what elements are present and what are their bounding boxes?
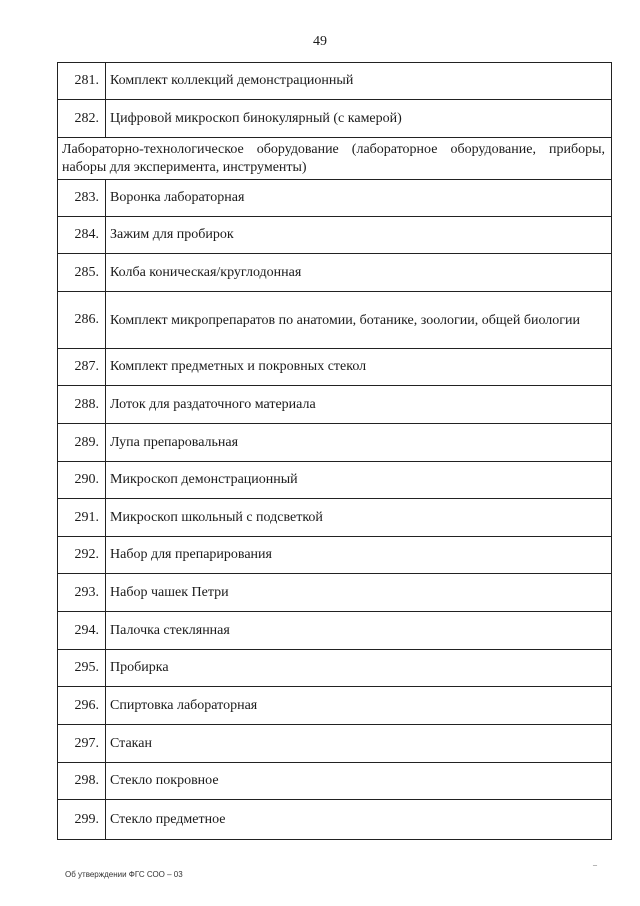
table-row [58, 537, 612, 574]
row-number: 295. [58, 650, 106, 687]
row-number: 287. [58, 349, 106, 386]
table-row [58, 292, 612, 349]
item-name: Микроскоп демонстрационный [106, 462, 612, 499]
item-name: Пробирка [106, 650, 612, 687]
equipment-table [57, 62, 612, 840]
row-number: 286. [58, 292, 106, 349]
item-name: Набор для препарирования [106, 537, 612, 574]
table-row [58, 574, 612, 612]
item-name: Комплект предметных и покровных стекол [106, 349, 612, 386]
row-number: 290. [58, 462, 106, 499]
table-row [58, 349, 612, 386]
row-number: 289. [58, 424, 106, 462]
table-row [58, 217, 612, 254]
row-number: 292. [58, 537, 106, 574]
item-name: Колба коническая/круглодонная [106, 254, 612, 292]
item-name: Лоток для раздаточного материала [106, 386, 612, 424]
row-number: 293. [58, 574, 106, 612]
item-name: Комплект микропрепаратов по анатомии, ботанике, зоологии, общей биологии [106, 292, 612, 349]
item-name: Микроскоп школьный с подсветкой [106, 499, 612, 537]
table-row [58, 100, 612, 138]
row-number: 298. [58, 763, 106, 800]
item-name: Стакан [106, 725, 612, 763]
table-row [58, 725, 612, 763]
table-row [58, 180, 612, 217]
table-row [58, 499, 612, 537]
item-name: Лупа препаровальная [106, 424, 612, 462]
item-name: Воронка лабораторная [106, 180, 612, 217]
item-name: Спиртовка лабораторная [106, 687, 612, 725]
item-name: Палочка стеклянная [106, 612, 612, 650]
item-name: Стекло предметное [106, 800, 612, 840]
row-number: 285. [58, 254, 106, 292]
row-number: 284. [58, 217, 106, 254]
item-name: Набор чашек Петри [106, 574, 612, 612]
item-name: Зажим для пробирок [106, 217, 612, 254]
item-name: Комплект коллекций демонстрационный [106, 63, 612, 100]
row-number: 288. [58, 386, 106, 424]
table-row [58, 424, 612, 462]
table-row [58, 462, 612, 499]
table-row [58, 687, 612, 725]
item-name: Цифровой микроскоп бинокулярный (с камерой) [106, 100, 612, 138]
section-header-row [58, 138, 612, 180]
row-number: 281. [58, 63, 106, 100]
row-number: 282. [58, 100, 106, 138]
item-name: Стекло покровное [106, 763, 612, 800]
corner-mark: – [593, 860, 597, 869]
row-number: 297. [58, 725, 106, 763]
row-number: 294. [58, 612, 106, 650]
row-number: 296. [58, 687, 106, 725]
footer-text: Об утверждении ФГС СОО – 03 [65, 870, 183, 879]
table-row [58, 254, 612, 292]
row-number: 299. [58, 800, 106, 840]
equipment-table-body [58, 63, 612, 840]
page-number: 49 [313, 34, 327, 49]
table-row [58, 612, 612, 650]
table-row [58, 650, 612, 687]
table-row [58, 63, 612, 100]
section-header-text: Лабораторно-технологическое оборудование (лабораторное оборудование, приборы, наборы для эксперимента, инструменты) [58, 138, 612, 180]
row-number: 283. [58, 180, 106, 217]
table-row [58, 800, 612, 840]
table-row [58, 386, 612, 424]
table-row [58, 763, 612, 800]
row-number: 291. [58, 499, 106, 537]
